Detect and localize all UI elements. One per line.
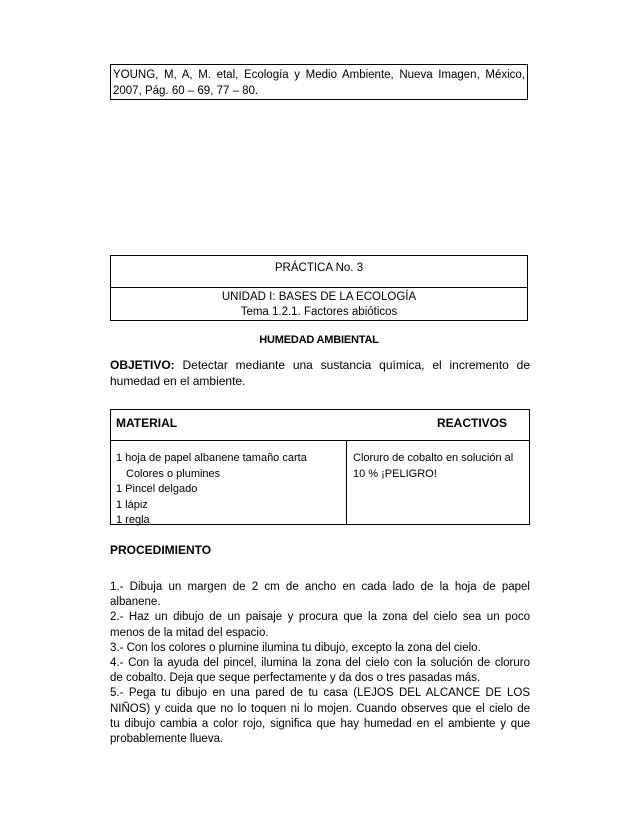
material-header: MATERIAL [116,416,178,430]
unit-title: UNIDAD I: BASES DE LA ECOLOGÍA [221,291,417,303]
page-title: HUMEDAD AMBIENTAL [259,334,379,346]
list-item: 1 regla [116,514,150,526]
procedure-line: 3.- Con los colores o plumine ilumina tu dibujo, excepto la zona del cielo. [110,641,481,654]
list-item: 1 lápiz [116,498,148,511]
materials-list [116,451,307,529]
reactivos-list [353,451,528,482]
list-item: 1 hoja de papel albanene tamaño carta [116,452,307,464]
procedure-line: albanene. [110,596,161,609]
practice-header-box [110,255,528,321]
list-item: Cloruro de cobalto en solución al [353,452,514,464]
practice-number: PRÁCTICA No. 3 [274,262,364,274]
procedure-line: NIÑOS) y cuida que no lo toquen ni lo mojen. Cuando observes que el cielo de [110,702,530,715]
objective-line-2: humedad en el ambiente. [110,374,246,388]
materials-table [110,409,530,525]
objective-text-1: Detectar mediante una sustancia química, el incremento de [182,358,530,372]
reactivos-header: REACTIVOS [436,416,507,430]
topic-title: Tema 1.2.1. Factores abióticos [240,306,398,318]
practice-divider [111,287,527,288]
procedure-line: menos de la mitad del espacio. [110,626,269,639]
procedure-line: tu dibujo cambia a color rojo, significa que hay humedad en el ambiente y que [110,717,530,730]
procedure-line: 4.- Con la ayuda del pincel, ilumina la zona del cielo con la solución de cloruro [110,657,530,670]
list-item: Colores o plumines [126,467,221,480]
procedure-line: 2.- Haz un dibujo de un paisaje y procura que la zona del cielo sea un poco [110,611,530,624]
procedure-line: de cobalto. Deja que seque perfectamente y da dos o tres pasadas más. [110,672,481,685]
procedure-heading: PROCEDIMIENTO [110,543,212,557]
reference-box [110,64,528,100]
reference-line-1: YOUNG, M, A, M. etal, Ecología y Medio Ambiente, Nueva Imagen, México, [113,69,525,81]
table-column-divider [346,440,347,524]
procedure-line: 5.- Pega tu dibujo en una pared de tu casa (LEJOS DEL ALCANCE DE LOS [110,687,530,700]
objective-label: OBJETIVO: [110,358,175,372]
objective [110,357,530,389]
procedure-line: 1.- Dibuja un margen de 2 cm de ancho en cada lado de la hoja de papel [110,581,530,593]
reference-line-2: 2007, Pág. 60 – 69, 77 – 80. [113,85,259,97]
procedure-text [110,580,530,747]
list-item: 1 Pincel delgado [116,483,198,495]
procedure-line: probablemente llueva. [110,733,224,746]
table-header-divider [111,440,529,441]
objective-line-1 [110,357,530,373]
list-item: 10 % ¡PELIGRO! [353,467,437,480]
